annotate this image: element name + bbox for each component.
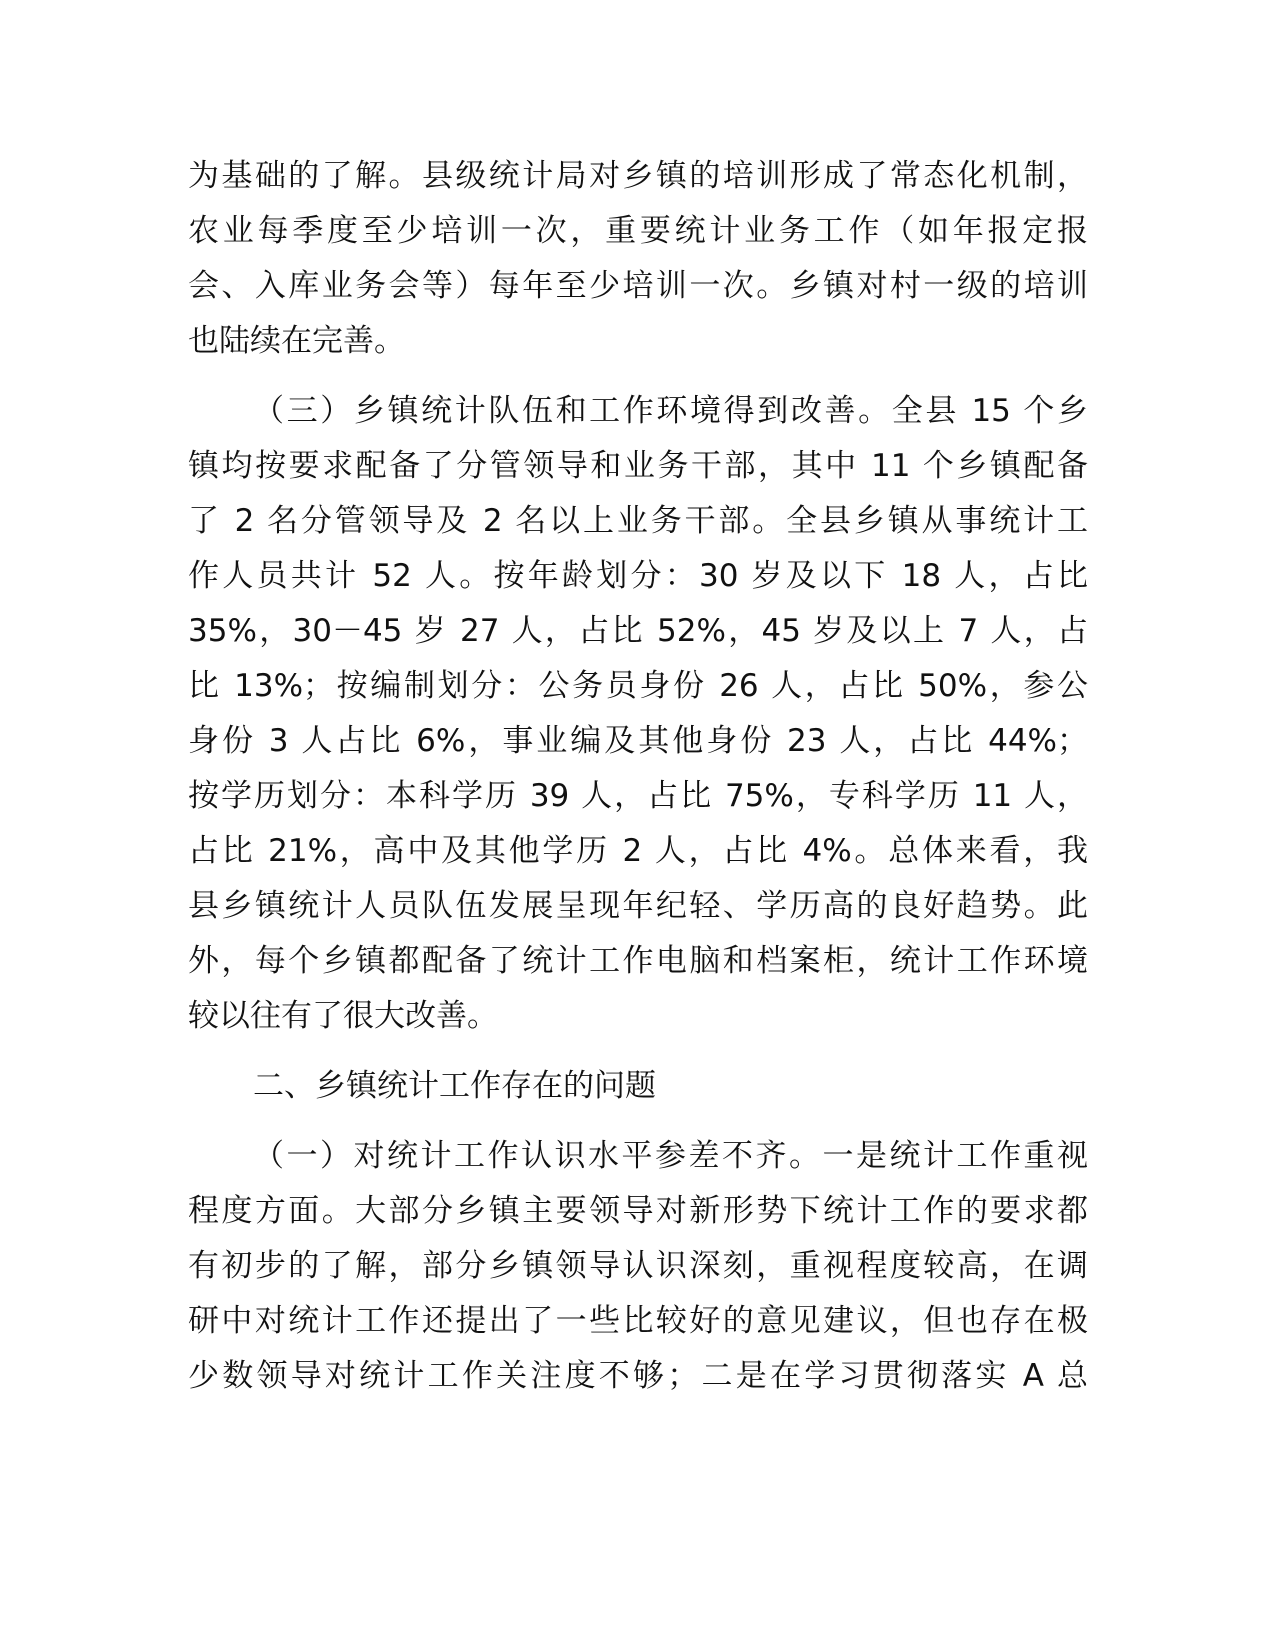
- text-line: 有初步的了解，部分乡镇领导认识深刻，重视程度较高，在调: [188, 1248, 1088, 1284]
- text-line: 占比 21%，高中及其他学历 2 人，占比 4%。总体来看，我: [188, 833, 1088, 869]
- text-line: 也陆续在完善。: [188, 323, 405, 359]
- text-line: 比 13%；按编制划分：公务员身份 26 人，占比 50%，参公: [188, 668, 1088, 704]
- paragraph-heading: （一）对统计工作认识水平参差不齐。一是统计工作重视: [253, 1138, 1088, 1174]
- text-line: 35%，30－45 岁 27 人，占比 52%，45 岁及以上 7 人，占: [188, 613, 1088, 649]
- text-line: 农业每季度至少培训一次，重要统计业务工作（如年报定报: [188, 213, 1088, 249]
- text-line: 身份 3 人占比 6%，事业编及其他身份 23 人，占比 44%；: [188, 723, 1088, 759]
- text-line: 研中对统计工作还提出了一些比较好的意见建议，但也存在极: [188, 1303, 1088, 1339]
- text-line: 程度方面。大部分乡镇主要领导对新形势下统计工作的要求都: [188, 1193, 1088, 1229]
- text-line: 按学历划分：本科学历 39 人，占比 75%，专科学历 11 人，: [188, 778, 1088, 814]
- text-line: 为基础的了解。县级统计局对乡镇的培训形成了常态化机制，: [188, 158, 1088, 194]
- text-line: 外，每个乡镇都配备了统计工作电脑和档案柜，统计工作环境: [188, 943, 1088, 979]
- text-line: 镇均按要求配备了分管领导和业务干部，其中 11 个乡镇配备: [188, 448, 1088, 484]
- text-line: 较以往有了很大改善。: [188, 998, 498, 1034]
- section-heading: 二、乡镇统计工作存在的问题: [253, 1068, 656, 1104]
- text-line: 县乡镇统计人员队伍发展呈现年纪轻、学历高的良好趋势。此: [188, 888, 1088, 924]
- text-line: 了 2 名分管领导及 2 名以上业务干部。全县乡镇从事统计工: [188, 503, 1088, 539]
- text-line: 会、入库业务会等）每年至少培训一次。乡镇对村一级的培训: [188, 268, 1088, 304]
- text-line: 少数领导对统计工作关注度不够；二是在学习贯彻落实 A 总: [188, 1358, 1088, 1394]
- paragraph-heading: （三）乡镇统计队伍和工作环境得到改善。全县 15 个乡: [253, 393, 1088, 429]
- text-line: 作人员共计 52 人。按年龄划分：30 岁及以下 18 人，占比: [188, 558, 1088, 594]
